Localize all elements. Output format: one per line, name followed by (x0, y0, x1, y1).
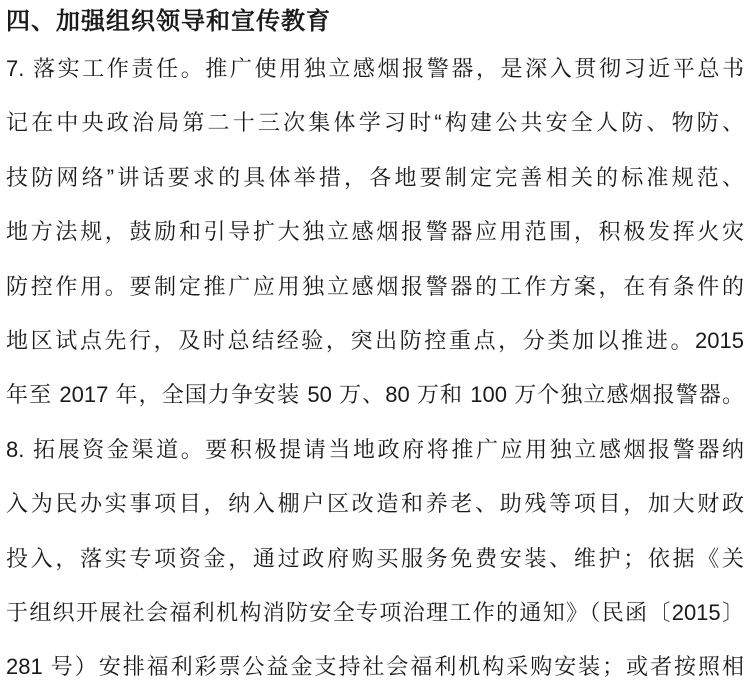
text-line: 8. 拓展资金渠道。要积极提请当地政府将推广应用独立感烟报警器纳 (6, 436, 744, 462)
text-line: 地方法规，鼓励和引导扩大独立感烟报警器应用范围，积极发挥火灾 (6, 219, 744, 245)
text-line: 投入，落实专项资金，通过政府购买服务免费安装、维护；依据《关 (6, 545, 744, 571)
text-line: 于组织开展社会福利机构消防安全专项治理工作的通知》（民函〔2015〕 (6, 600, 744, 626)
text-line: 281 号）安排福利彩票公益金支持社会福利机构采购安装；或者按照相 (6, 654, 744, 680)
text-line: 防控作用。要制定推广应用独立感烟报警器的工作方案，在有条件的 (6, 273, 744, 299)
text-line: 技防网络”讲话要求的具体举措，各地要制定完善相关的标准规范、 (6, 164, 744, 190)
paragraph-item-7 (6, 42, 744, 423)
text-line: 年至 2017 年，全国力争安装 50 万、80 万和 100 万个独立感烟报警器。 (6, 382, 744, 408)
paragraph-item-8 (6, 423, 744, 688)
section-heading: 四、加强组织领导和宣传教育 (6, 8, 331, 35)
text-line: 记在中央政治局第二十三次集体学习时“构建公共安全人防、物防、 (6, 110, 744, 136)
text-line: 入为民办实事项目，纳入棚户区改造和养老、助残等项目，加大财政 (6, 491, 744, 517)
text-line: 7. 落实工作责任。推广使用独立感烟报警器，是深入贯彻习近平总书 (6, 56, 744, 81)
text-line: 地区试点先行，及时总结经验，突出防控重点，分类加以推进。2015 (6, 328, 744, 354)
